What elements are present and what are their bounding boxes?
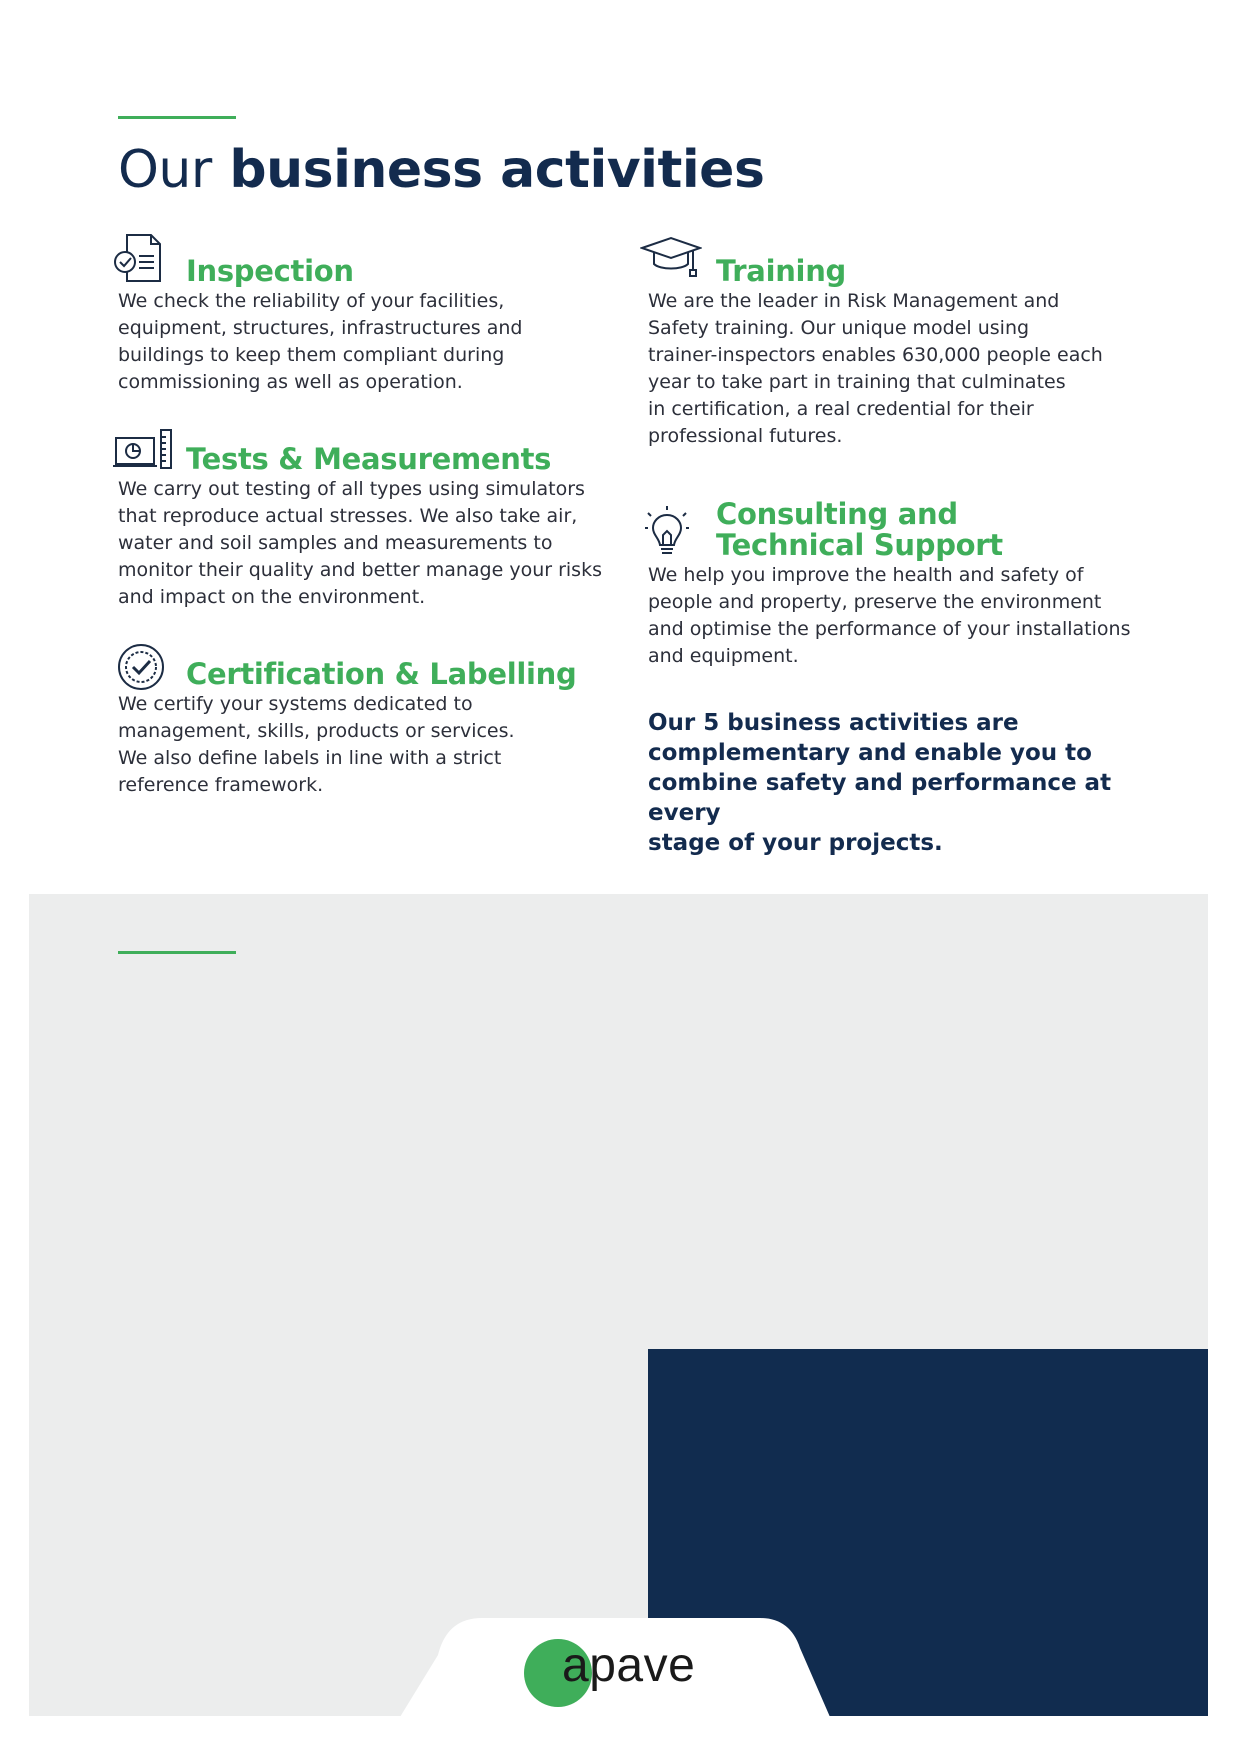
activity-title: Training xyxy=(716,254,846,288)
page-title-light: Our xyxy=(118,140,212,200)
activity-title-line-1: Consulting and xyxy=(716,497,958,531)
activity-description: We certify your systems dedicated to management, skills, products or services. We also define labels in line with a strict reference framework. xyxy=(118,693,515,796)
activity-title: Tests & Measurements xyxy=(186,442,552,476)
activity-description: We carry out testing of all types using simulators that reproduce actual stresses. We also take air, water and soil samples and measurements to monitor their quality and better manage your risks and impact on the environment. xyxy=(118,478,602,608)
activity-title-line-2: Technical Support xyxy=(716,528,1003,562)
logo-wordmark: apave xyxy=(562,1639,696,1692)
activity-description: We are the leader in Risk Management and Safety training. Our unique model using trainer-inspectors enables 630,000 people each year to take part in training that culminates in certification, a real credential for their professional futures. xyxy=(648,290,1103,447)
summary-statement: Our 5 business activities are complementary and enable you to combine safety and performance at every stage of your projects. xyxy=(648,710,1112,856)
activity-title: Certification & Labelling xyxy=(186,657,577,691)
activity-title: Inspection xyxy=(186,254,354,288)
activity-description: We check the reliability of your facilities, equipment, structures, infrastructures and buildings to keep them compliant during commissioning as well as operation. xyxy=(118,290,523,393)
activity-description: We help you improve the health and safety of people and property, preserve the environment and optimise the performance of your installations and equipment. xyxy=(648,564,1131,667)
page-title-bold: business activities xyxy=(229,140,765,200)
